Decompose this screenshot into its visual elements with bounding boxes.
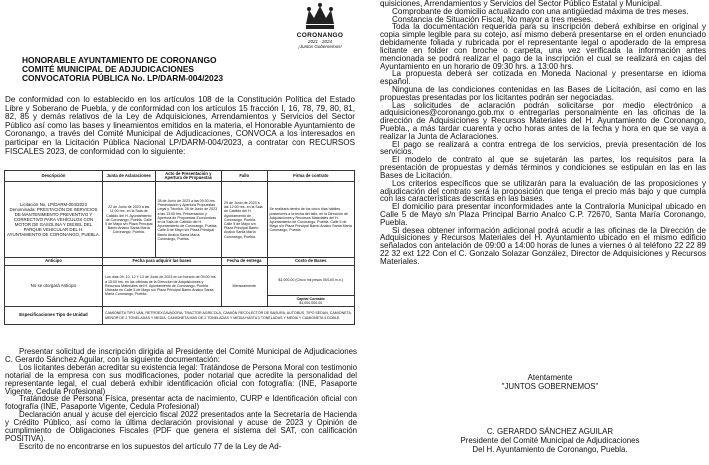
crown-emblem-icon (303, 2, 337, 32)
capital-label: Capital Contable (296, 296, 325, 301)
table-row (5, 307, 355, 325)
licitacion-table (4, 170, 355, 325)
header-line-1: HONORABLE AYUNTAMIENTO DE CORONANGO (22, 55, 217, 65)
th-fecha-entrega: Fecha de entrega (222, 258, 268, 265)
cell-anticipo: No se otorgará Anticipo (5, 265, 103, 306)
list-item: Los criterios específicos que se utilizarán para la evaluación de las proposiciones y adjudicación del contrato será la proposición que tenga el precio más bajo y que cumpla con las características descritas en las bases. (380, 178, 706, 204)
th-firma: Firma de contrato (267, 171, 355, 182)
table-header-row (5, 171, 355, 182)
list-item: Presentar solicitud de inscripción dirigida al Presidente del Comité Municipal de Adjudicaciones C. Gerardo Sánchez Aguilar, con la siguiente documentación: (5, 347, 357, 364)
signature-closing: Atentamente (527, 373, 573, 382)
list-item: Escrito de no encontrarse en los supuestos del artículo 77 de la Ley de Ad- (19, 441, 282, 451)
cell-junta: 22 de Junio de 2023 a las 11:00 hrs. en la Sala de Cabildo del H. Ayuntamiento de Coronango, Puebla. Calle 5 de Mayo s/n Plaza Principal Barrio Analco Santa María Coronango, Puebla. (103, 182, 156, 258)
signature-role-2: Del H. Ayuntamiento de Coronango, Puebla. (472, 445, 628, 454)
list-item: El modelo de contrato al que se sujetarán las partes, los requisitos para la presentación de propuestas y demás términos y condiciones se estipulan en las en las Bases de Licitación. (380, 155, 706, 180)
list-item: El pago se realizará a contra entrega de los servicios, previa presentación de los servicios. (380, 139, 706, 157)
logo-name: CORONANGO (296, 32, 344, 39)
list-item: Si desea obtener información adicional podrá acudir a las oficinas de la Dirección de Adquisiciones y Recursos Materiales del H. Ayuntamiento ubicado en el mismo edificio señalados con antelación de 09:00 a 14:00 horas de lunes a viernes ó al teléfono 22 22 89 22 32 ext 122 Con el C. Gonzalo Solazar González, Director de Adquisiciones y Recursos Materiales. (380, 225, 706, 266)
list-item: Tratándose de Persona Física, presentar acta de nacimiento, CURP e Identificación oficial con fotografía (INE, Pasaporte Vigente, Cedula Profesional) (5, 394, 357, 412)
header-line-3: CONVOCATORIA PÚBLICA No. LP/DARM-004/2023 (22, 73, 224, 83)
list-item: Declaración anual y acuse del ejercicio fiscal 2022 presentados ante la Secretaría de Hacienda y Crédito Público, así como la última declaración provisional y acuse de 2023 y Opinión de cumplimiento de Obligaciones Fiscales (PDF que genera el sistema del SAT, con calificación POSITIVA). (5, 410, 357, 443)
cell-descripcion: Licitación No. LP/DARM-004/2023 Denominada: PRESTACIÓN DE SERVICIOS DE MANTENIMIENTO PREVENTIVO Y CORRECTIVO PARA VEHÍCULOS CON MOTOR DE GASOLINA Y DIESEL DEL PARQUE VEHICULAR DEL H. AYUNTAMIENTO DE CORONANGO, PUEBLA. (5, 182, 103, 258)
list-item: Comprobante de domicilio actualizado con una antigüedad máxima de tres meses. (392, 6, 689, 16)
convocatoria-header (22, 56, 223, 83)
signature-role-1: Presidente del Comité Municipal de Adjudicaciones (460, 436, 640, 445)
th-apertura: Acto de Presentación y Apertura de Propuestas (155, 171, 222, 182)
list-item: Toda la documentación requerida para su inscripción deberá exhibirse en original y copia simple legible para su cotejo, así mismo deberá presentarse en el orden enunciado debidamente foliada y rubricada por el representante legal o apoderado de la empresa licitante en folder con broche o carpeta, una vez verificada la información antes mencionada se podrá realizar el pago de la inscripción el cual se realizará en cajas del Ayuntamiento en un horario de 09:30 hrs. a 13:00 hrs. (380, 22, 706, 71)
list-item: Ninguna de las condiciones contenidas en las Bases de Licitación, así como en las propuestas presentadas por los licitantes podrán ser negociadas. (380, 84, 706, 102)
th-costo-bases: Costo de Bases (267, 258, 355, 265)
cell-entrega: Mensualmente (222, 265, 268, 306)
logo-years: 2021 · 2024 (307, 39, 333, 44)
cell-costo: $1,000.00 (Cinco mil pesos 00/100 m.n.) (267, 265, 355, 295)
cell-espec: CAMIONETA TIPO VAN, RETROEXCAVADORA, TRACTOR AGRÍCOLA, CAMIÓN RECOLECTOR DE BASURA, AUTOBÚS, TIPO SEDAN, CAMIONETA MENOR DE 2 TONELADAS Y MEDIA, CAMIONETA MAS DE 2 TONELADAS Y MEDIA HASTA 3 TONELADAS Y MEDIA Y CAMIONETA 4 DOBLE. (103, 307, 355, 325)
intro-paragraph: De conformidad con lo establecido en los artículos 108 de la Constitución Política del Estado Libre y Soberano de Puebla, y de conformidad con los artículos 15 fracción I, 16, 78, 79, 80, 81, 82, 85 y demás relativos de la Ley de Adquisiciones, Arrendamientos y Servicios del Sector Público así como las bases y lineamientos emitidos en la materia, el Honorable Ayuntamiento de Coronango, a través del Comité Municipal de Adjudicaciones, CONVOCA a los interesados en participar en la Licitación Pública Nacional LP/DARM-004/2023, a contratar con RECURSOS FISCALES 2023, de conformidad con lo siguiente: (5, 95, 355, 156)
list-item: quisiciones, Arrendamientos y Servicios del Sector Público Estatal y Municipal. (380, 0, 663, 8)
table-row (5, 265, 355, 295)
left-requirements-list (5, 348, 357, 451)
th-fecha-bases: Fecha para adquirir las bases (103, 258, 222, 265)
header-line-2: COMITÉ MUNICIPAL DE ADJUDICACIONES (22, 64, 195, 74)
cell-fallo: 29 de Junio de 2023 a las 12:00 hrs. en la Sala de Cabildo del H. Ayuntamiento de Coronango, Puebla. Calle 5 de Mayo s/n Plaza Principal Barrio Analco Santa María Coronango, Puebla. (222, 182, 268, 258)
list-item: El domicilio para presentar inconformidades ante la Contraloría Municipal ubicado en Calle 5 de Mayo s/n Plaza Principal Barrio Analco C.P. 72670, Santa María Coronango, Puebla. (380, 202, 706, 227)
table-row (5, 182, 355, 258)
coronango-logo (290, 2, 350, 58)
table-subheader-row (5, 258, 355, 265)
cell-espec-label: Especificaciones Tipo de Unidad (5, 307, 103, 325)
cell-capital (267, 295, 355, 306)
cell-fecha-bases: Los días 09, 10, 12 Y 13 de Junio de 2023 en un horario de 09:00 hrs. a 15:00 hrs. en las oficinas de la Dirección de Adquisiciones y Recursos Materiales del H. Ayuntamiento de Coronango, Puebla. Ubicada en Calle 5 de Mayo s/n Plaza Principal Barrio Analco Santa María Coronango, Puebla. (103, 265, 222, 306)
list-item: Constancia de Situación Fiscal, No mayor a tres meses. (392, 14, 594, 24)
th-junta: Junta de Aclaraciones (103, 171, 156, 182)
cell-firma: Se realizará dentro de los cinco días hábiles posteriores a la fecha del fallo, en la Dirección de Adquisiciones y Recursos Materiales del H. Ayuntamiento de Coronango, Puebla. Calle 5 de Mayo s/n Plaza Principal Barrio Analco Santa María Coronango, Puebla. (267, 182, 355, 258)
right-requirements-list (380, 0, 706, 266)
th-fallo: Fallo (222, 171, 268, 182)
logo-tagline: ¡Juntos Gobernemos! (298, 44, 342, 49)
list-item: Las solicitudes de aclaración podrán solicitarse por medio electrónico a adquisiciones@coronango.gob.mx o entregarlas personalmente en las oficinas de la dirección de Adquisiciones y Recursos Materiales del H. Ayuntamiento de Coronango, Puebla., a más tardar cuarenta y ocho horas antes de la fecha y hora en que se vaya a realizar la Junta de Aclaraciones. (380, 100, 706, 141)
signature-name: C. GERARDO SÁNCHEZ AGUILAR (486, 427, 614, 436)
cell-apertura: 28 de Junio de 2023 a las 09:30 hrs. Presentación y Apertura Propuestas Legal y Técnica. 28 de Junio de 2023 a las 13:00 hrs. Presentación y Apertura de Propuestas Económicas en la Sala de Cabildo del H. Ayuntamiento de Coronango, Puebla. Calle 5 de Mayo s/n Plaza Principal Barrio Analco Santa María Coronango, Puebla. (155, 182, 222, 258)
th-descripcion: Descripción (5, 171, 103, 182)
th-anticipo: Anticipo (5, 258, 103, 265)
capital-value: $1,000,000.00 (299, 300, 323, 305)
list-item: La propuesta deberá ser cotizada en Moneda Nacional y presentarse en idioma español. (380, 69, 706, 87)
signature-motto: "JUNTOS GOBERNEMOS" (501, 382, 599, 391)
list-item: Los licitantes deberán acreditar su existencia legal: Tratándose de Persona Moral con testimonio notarial de la empresa con sus modificaciones, poder notarial que acredite la personalidad del representante legal, el cual deberá exhibir identificación oficial con fotografía: (INE, Pasaporte Vigente, Cedula Profesional) (5, 362, 357, 396)
